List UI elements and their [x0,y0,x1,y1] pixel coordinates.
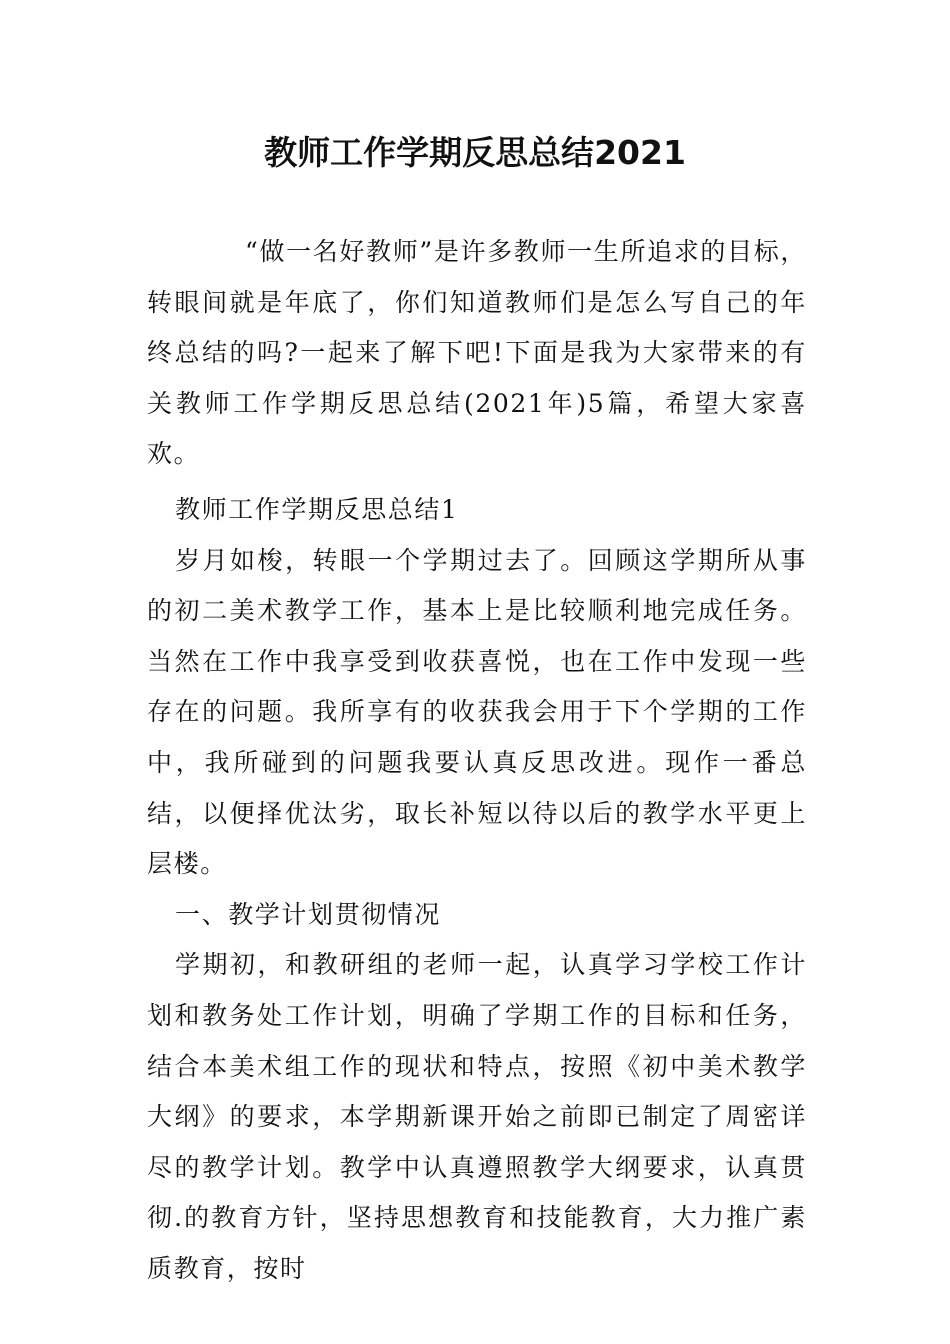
section-1-paragraph-1: 岁月如梭，转眼一个学期过去了。回顾这学期所从事的初二美术教学工作，基本上是比较顺利地完成任务。当然在工作中我享受到收获喜悦，也在工作中发现一些存在的问题。我所享有的收获我会用于下个学期的工作中，我所碰到的问题我要认真反思改进。现作一番总结，以便择优汰劣，取长补短以待以后的教学水平更上层楼。 [147,545,807,879]
document-title: 教师工作学期反思总结2021 [264,133,686,172]
section-1-subheading: 一、教学计划贯彻情况 [175,899,442,929]
intro-paragraph: “做一名好教师”是许多教师一生所追求的目标，转眼间就是年底了，你们知道教师们是怎么写自己的年终总结的吗?一起来了解下吧!下面是我为大家带来的有关教师工作学期反思总结(2021年)5篇，希望大家喜欢。 [147,237,807,469]
section-1-paragraph-2: 学期初，和教研组的老师一起，认真学习学校工作计划和教务处工作计划，明确了学期工作的目标和任务，结合本美术组工作的现状和特点，按照《初中美术教学大纲》的要求，本学期新课开始之前即已制定了周密详尽的教学计划。教学中认真遵照教学大纲要求，认真贯彻.的教育方针，坚持思想教育和技能教育，大力推广素质教育，按时 [147,950,807,1283]
section-1-heading: 教师工作学期反思总结1 [175,495,459,524]
section-1 [147,485,807,1295]
